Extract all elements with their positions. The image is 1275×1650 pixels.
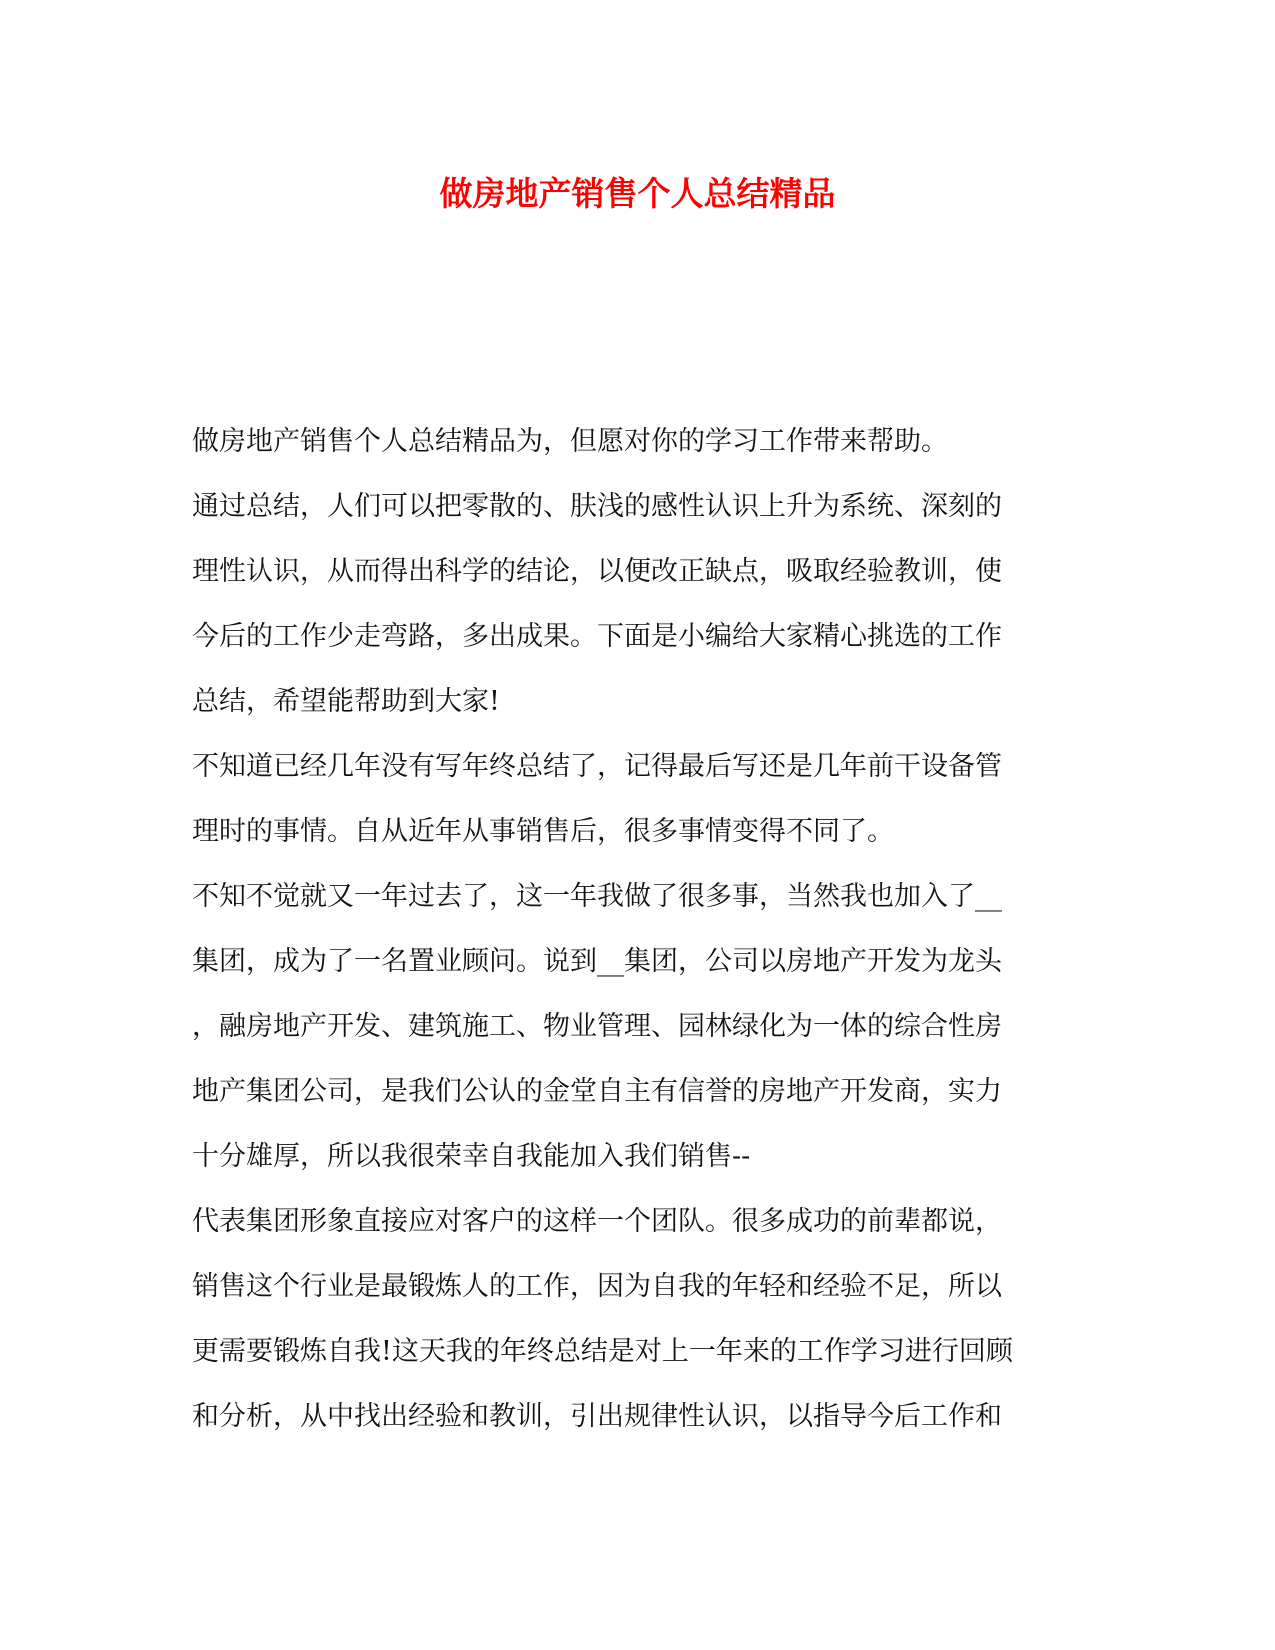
text-line: 通过总结，人们可以把零散的、肤浅的感性认识上升为系统、深刻的 xyxy=(192,491,1002,522)
page-title: 做房地产销售个人总结精品 xyxy=(439,174,836,213)
text-line: 不知道已经几年没有写年终总结了，记得最后写还是几年前干设备管 xyxy=(192,751,1002,782)
text-line: 不知不觉就又一年过去了，这一年我做了很多事，当然我也加入了__ xyxy=(192,881,1002,912)
text-line: 今后的工作少走弯路，多出成果。下面是小编给大家精心挑选的工作 xyxy=(192,621,1002,652)
text-line: 十分雄厚，所以我很荣幸自我能加入我们销售-- xyxy=(192,1141,751,1172)
document-body xyxy=(192,418,1092,1458)
text-line: 总结，希望能帮助到大家! xyxy=(192,686,500,717)
text-line: 理时的事情。自从近年从事销售后，很多事情变得不同了。 xyxy=(192,816,894,847)
text-line: 更需要锻炼自我!这天我的年终总结是对上一年来的工作学习进行回顾 xyxy=(192,1336,1013,1367)
text-line: 和分析，从中找出经验和教训，引出规律性认识，以指导今后工作和 xyxy=(192,1401,1002,1432)
text-line: 销售这个行业是最锻炼人的工作，因为自我的年轻和经验不足，所以 xyxy=(192,1271,1002,1302)
text-line: 代表集团形象直接应对客户的这样一个团队。很多成功的前辈都说， xyxy=(192,1206,1002,1237)
text-line: 理性认识，从而得出科学的结论，以便改正缺点，吸取经验教训，使 xyxy=(192,556,1002,587)
text-line: 地产集团公司，是我们公认的金堂自主有信誉的房地产开发商，实力 xyxy=(192,1076,1002,1107)
text-line: ，融房地产开发、建筑施工、物业管理、园林绿化为一体的综合性房 xyxy=(192,1011,1002,1042)
text-line: 集团，成为了一名置业顾问。说到__集团，公司以房地产开发为龙头 xyxy=(192,946,1002,977)
text-line: 做房地产销售个人总结精品为，但愿对你的学习工作带来帮助。 xyxy=(192,426,948,457)
